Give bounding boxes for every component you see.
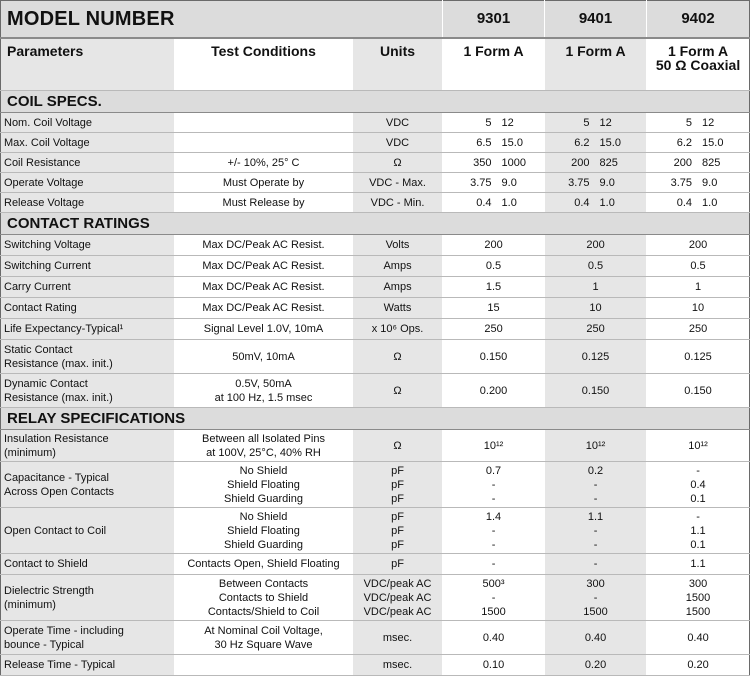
value-cell-9402: 0.40 [647,621,750,655]
value-pair [562,196,630,210]
value-low: 350 [473,156,492,169]
value-high: 825 [702,156,721,169]
parameter-line: Dielectric Strength [4,584,94,597]
parameter-cell: Open Contact to Coil [1,508,175,554]
value-line: - [593,591,598,604]
units-cell: Watts [353,298,443,319]
value-pair [456,176,532,190]
value-low: 6.2 [676,136,693,149]
spec-row [1,340,750,374]
value-line: - [696,464,700,477]
section-title: RELAY SPECIFICATIONS [1,408,750,430]
units-cell: VDC [353,113,443,133]
value-line: 500³ [482,577,505,590]
value-line: 0.1 [690,492,706,505]
parameter-cell [1,575,175,621]
value-cell-9402 [647,173,750,193]
value-line: - [593,538,598,551]
parameter-cell: Switching Voltage [1,235,175,256]
value-cell-9401 [545,113,647,133]
units-cell: x 10⁶ Ops. [353,319,443,340]
value-line: - [491,492,496,505]
value-cell-9301 [443,153,545,173]
units-cell: VDC - Min. [353,193,443,213]
condition-cell: 50mV, 10mA [175,340,353,374]
condition-line: Shield Guarding [224,538,303,551]
value-high: 1000 [501,156,527,169]
condition-cell [175,374,353,408]
condition-cell: Contacts Open, Shield Floating [175,554,353,575]
value-cell-9301: - [443,554,545,575]
value-low: 6.2 [574,136,590,149]
value-pair [562,176,630,190]
value-high: 9.0 [702,176,718,189]
spec-row [1,462,750,508]
parameter-cell [1,621,175,655]
condition-line: Shield Floating [227,478,300,491]
condition-cell [175,575,353,621]
value-cell-9401 [545,133,647,153]
parameter-cell: Max. Coil Voltage [1,133,175,153]
units-line: pF [391,478,404,491]
value-cell-9402 [647,153,750,173]
condition-line: 0.5V, 50mA [235,377,292,390]
parameter-line: Dynamic Contact [4,377,88,390]
condition-line: Contacts/Shield to Coil [207,605,320,618]
value-line: 0.2 [587,464,604,477]
units-cell: Volts [353,235,443,256]
model-number-row [1,1,750,39]
spec-row [1,508,750,554]
condition-cell [175,655,353,676]
condition-cell [175,133,353,153]
value-high: 1.0 [501,196,517,209]
parameter-cell: Nom. Coil Voltage [1,113,175,133]
parameter-line: Resistance (max. init.) [4,357,113,370]
units-cell: Ω [353,430,443,462]
value-low: 6.5 [476,136,492,149]
value-cell-9401: 250 [545,319,647,340]
value-high: 9.0 [501,176,517,189]
condition-cell: Must Release by [175,193,353,213]
value-cell-9301: 0.5 [443,256,545,277]
units-cell: Ω [353,153,443,173]
parameter-cell [1,462,175,508]
value-cell-9402: 200 [647,235,750,256]
value-pair [456,116,532,130]
value-cell-9401: 10 [545,298,647,319]
condition-cell [175,113,353,133]
value-line: 1.4 [485,510,502,523]
condition-cell [175,621,353,655]
value-cell-9402: 10 [647,298,750,319]
value-low: 200 [571,156,590,169]
condition-line: at 100 Hz, 1.5 msec [214,391,313,404]
units-line: pF [391,464,404,477]
units-line: VDC/peak AC [363,605,432,618]
parameter-line: Resistance (max. init.) [4,391,113,404]
parameter-cell: Operate Voltage [1,173,175,193]
value-pair [562,136,630,150]
units-cell [353,508,443,554]
value-cell-9401: - [545,554,647,575]
units-line: pF [391,492,404,505]
spec-row [1,277,750,298]
condition-line: Contacts to Shield [218,591,309,604]
value-cell-9402: 0.125 [647,340,750,374]
section-title: COIL SPECS. [1,91,750,113]
value-high: 15.0 [501,136,523,149]
value-line: 1.1 [587,510,604,523]
value-cell-9301: 0.40 [443,621,545,655]
condition-line: Shield Floating [227,524,300,537]
value-line: - [491,538,496,551]
value-cell-9402: 1.1 [647,554,750,575]
value-high: 15.0 [599,136,621,149]
condition-cell: Signal Level 1.0V, 10mA [175,319,353,340]
value-cell-9401: 0.20 [545,655,647,676]
spec-row [1,173,750,193]
value-line: - [593,524,598,537]
condition-cell [175,462,353,508]
value-line: 300 [688,577,708,590]
value-cell-9402: 0.150 [647,374,750,408]
spec-row [1,319,750,340]
value-cell-9301 [443,193,545,213]
value-pair [562,116,630,130]
value-low: 5 [685,116,693,129]
value-cell-9301 [443,113,545,133]
value-low: 3.75 [568,176,590,189]
value-cell-9401 [545,153,647,173]
units-cell [353,575,443,621]
value-cell-9401: 0.150 [545,374,647,408]
value-line: 1500 [481,605,506,618]
column-header-row [1,38,750,91]
section-header-row [1,408,750,430]
parameter-line: Across Open Contacts [4,485,115,498]
units-line: VDC/peak AC [363,577,432,590]
value-low: 3.75 [470,176,492,189]
units-line: pF [391,538,404,551]
units-line: VDC/peak AC [363,591,432,604]
value-cell-9401: 200 [545,235,647,256]
value-cell-9301: 0.150 [443,340,545,374]
model-9301: 9301 [443,1,545,39]
value-cell-9401 [545,173,647,193]
value-low: 3.75 [670,176,693,189]
condition-line: Between Contacts [218,577,309,590]
value-cell-9401: 1 [545,277,647,298]
value-cell-9301 [443,173,545,193]
value-cell-9402 [647,133,750,153]
value-high: 1.0 [702,196,718,209]
form-9402 [647,38,750,91]
value-pair [562,156,630,170]
value-high: 12 [702,116,715,129]
condition-line: Between all Isolated Pins [202,432,325,445]
parameter-cell: Contact to Shield [1,554,175,575]
spec-row [1,133,750,153]
value-pair [664,176,732,190]
value-pair [664,196,732,210]
parameter-line: Capacitance - Typical [4,471,109,484]
section-title: CONTACT RATINGS [1,213,750,235]
condition-cell: +/- 10%, 25° C [175,153,353,173]
value-pair [456,136,532,150]
parameter-cell: Release Time - Typical [1,655,175,676]
value-cell-9401 [545,575,647,621]
units-cell: Amps [353,256,443,277]
value-line: 1.1 [690,524,706,537]
value-line: - [491,524,496,537]
value-high: 9.0 [599,176,615,189]
value-cell-9401 [545,508,647,554]
value-pair [456,196,532,210]
units-cell: Ω [353,340,443,374]
condition-cell: Max DC/Peak AC Resist. [175,277,353,298]
value-cell-9402: 0.20 [647,655,750,676]
condition-line: 30 Hz Square Wave [214,638,313,651]
parameter-cell: Contact Rating [1,298,175,319]
form-9402-coaxial: 50 Ω Coaxial [655,57,741,73]
value-cell-9402 [647,508,750,554]
value-cell-9301: 10¹² [443,430,545,462]
value-cell-9301: 0.10 [443,655,545,676]
value-high: 12 [501,116,514,129]
units-cell: VDC - Max. [353,173,443,193]
units-cell: Amps [353,277,443,298]
spec-row [1,430,750,462]
units-cell: msec. [353,655,443,676]
value-line: - [491,591,496,604]
spec-row [1,655,750,676]
units-cell: pF [353,554,443,575]
condition-cell [175,430,353,462]
value-cell-9401: 0.40 [545,621,647,655]
model-number-label: MODEL NUMBER [1,1,443,39]
value-low: 0.4 [476,196,492,209]
spec-row [1,256,750,277]
value-cell-9402: 0.5 [647,256,750,277]
parameter-line: Operate Time - including [4,624,124,637]
value-high: 12 [599,116,612,129]
value-cell-9402 [647,193,750,213]
form-9301: 1 Form A [443,38,545,91]
condition-cell: Max DC/Peak AC Resist. [175,235,353,256]
condition-line: No Shield [239,464,288,477]
parameter-line: Static Contact [4,343,73,356]
value-cell-9301: 250 [443,319,545,340]
value-cell-9401: 10¹² [545,430,647,462]
parameter-cell [1,430,175,462]
value-cell-9402 [647,113,750,133]
value-cell-9401 [545,193,647,213]
value-line: 0.7 [485,464,502,477]
value-cell-9301: 15 [443,298,545,319]
units-cell: VDC [353,133,443,153]
units-header: Units [353,38,443,91]
value-cell-9301 [443,575,545,621]
value-pair [664,156,732,170]
units-cell [353,462,443,508]
spec-row [1,113,750,133]
spec-row [1,554,750,575]
form-9402-label: 1 Form A [667,43,729,59]
value-cell-9401 [545,462,647,508]
value-cell-9301: 200 [443,235,545,256]
value-pair [664,116,732,130]
value-cell-9402 [647,575,750,621]
units-line: pF [391,524,404,537]
value-cell-9401: 0.5 [545,256,647,277]
value-low: 5 [583,116,590,129]
parameter-cell: Coil Resistance [1,153,175,173]
condition-line: at 100V, 25°C, 40% RH [206,446,321,459]
parameter-line: (minimum) [4,446,56,459]
value-high: 1.0 [599,196,615,209]
parameter-cell: Switching Current [1,256,175,277]
parameter-line: Insulation Resistance [4,432,109,445]
value-cell-9402 [647,462,750,508]
value-line: - [593,492,598,505]
value-pair [664,136,732,150]
value-cell-9301: 1.5 [443,277,545,298]
value-line: 0.4 [690,478,706,491]
value-cell-9301 [443,133,545,153]
condition-cell: Must Operate by [175,173,353,193]
value-high: 15.0 [702,136,724,149]
spec-row [1,575,750,621]
value-high: 825 [599,156,618,169]
spec-row [1,298,750,319]
parameter-cell: Release Voltage [1,193,175,213]
condition-line: Shield Guarding [224,492,303,505]
test-conditions-header: Test Conditions [175,38,353,91]
section-header-row [1,91,750,113]
value-low: 200 [673,156,693,169]
value-line: 1500 [583,605,608,618]
value-cell-9301: 0.200 [443,374,545,408]
value-line: - [696,510,700,523]
parameter-cell: Life Expectancy-Typical¹ [1,319,175,340]
model-9402: 9402 [647,1,750,39]
condition-cell: Max DC/Peak AC Resist. [175,298,353,319]
units-line: pF [391,510,404,523]
spec-row [1,193,750,213]
parameter-cell [1,374,175,408]
value-line: - [593,478,598,491]
value-cell-9402: 1 [647,277,750,298]
section-header-row [1,213,750,235]
value-cell-9301 [443,462,545,508]
value-low: 0.4 [574,196,590,209]
spec-row [1,153,750,173]
value-pair [456,156,532,170]
value-line: 1500 [685,605,711,618]
value-cell-9402: 10¹² [647,430,750,462]
spec-row [1,235,750,256]
parameters-header: Parameters [1,38,175,91]
value-cell-9401: 0.125 [545,340,647,374]
value-low: 5 [485,116,492,129]
parameter-line: bounce - Typical [4,638,84,651]
spec-row [1,374,750,408]
parameter-cell: Carry Current [1,277,175,298]
parameter-cell [1,340,175,374]
value-line: 1500 [685,591,711,604]
value-line: - [491,478,496,491]
condition-cell [175,508,353,554]
value-cell-9402: 250 [647,319,750,340]
value-line: 0.1 [690,538,706,551]
form-9401: 1 Form A [545,38,647,91]
parameter-line: (minimum) [4,598,56,611]
condition-line: At Nominal Coil Voltage, [204,624,323,637]
value-low: 0.4 [676,196,693,209]
units-cell: Ω [353,374,443,408]
value-line: 300 [586,577,605,590]
units-cell: msec. [353,621,443,655]
condition-line: No Shield [239,510,288,523]
condition-cell: Max DC/Peak AC Resist. [175,256,353,277]
value-cell-9301 [443,508,545,554]
spec-row [1,621,750,655]
model-9401: 9401 [545,1,647,39]
